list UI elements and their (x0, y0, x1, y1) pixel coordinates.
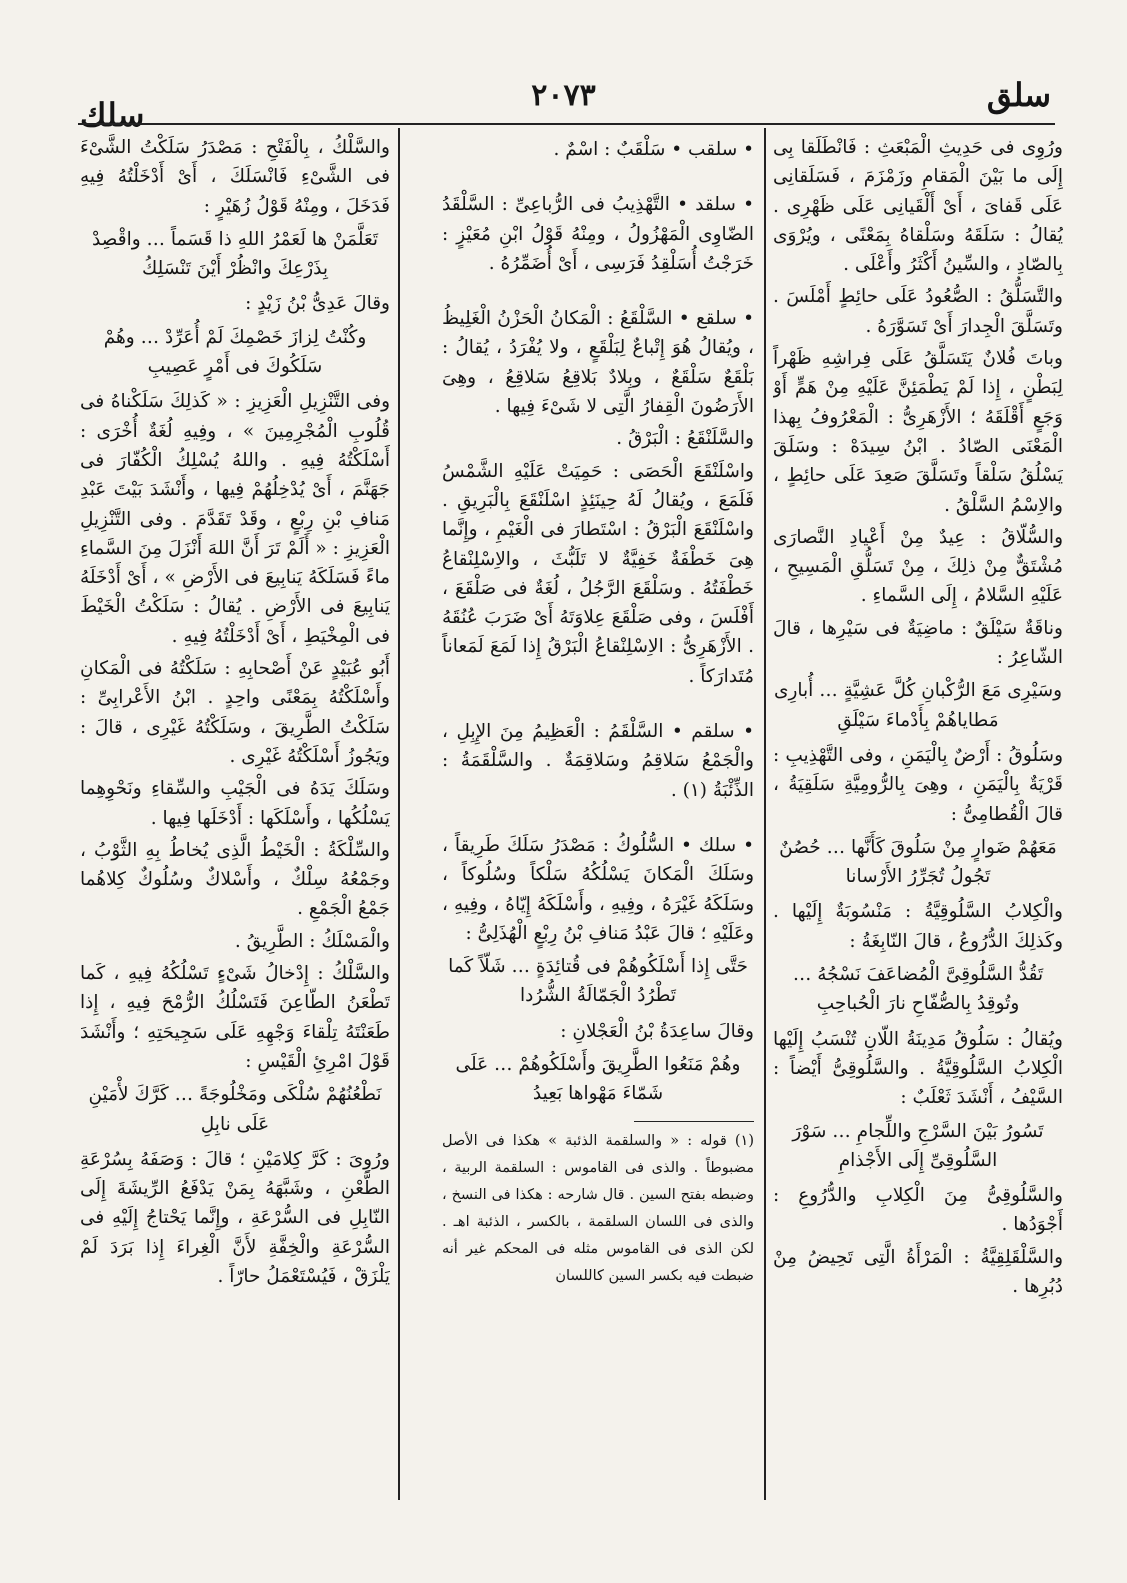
running-head-left: سلك (80, 96, 145, 134)
paragraph: والسَّلْكُ : إِدْخالُ شَىْءٍ تَسْلُكُهُ فِيهِ ، كَما تَطْعَنُ الطّاعِنَ فَتَسْلُكُ الرُّمْحَ فِيهِ ، إِذا طَعَنْتَهُ تِلْقاءَ وَجْهِهِ عَلَى سَجِيحَتِهِ ؛ وأَنْشَدَ قَوْلَ امْرِئِ الْقَيْسِ : (80, 963, 390, 1072)
header-rule (78, 123, 1055, 125)
paragraph: والسَّلَنْقَعُ : الْبَرْقُ . (616, 428, 754, 450)
entry-salqa: • سلقع • السَّلْقَعُ : الْمَكانُ الْحَزْنُ الْغَلِيظُ ، ويُقالُ هُوَ إِتْباعٌ لِبَلْقَعٍ ، ولا يُفْرَدُ ، يُقالُ : بَلْقَعٌ سَلْقَعٌ ، وبِلادٌ بَلاقِعُ سَلاقِعُ ، وهِىَ الأَرَضُونَ الْقِفارُ الَّتِى لا شَىْءَ فِيها . (442, 308, 754, 418)
paragraph: والسَّلُوقِىُّ مِنَ الْكِلابِ والدُّرُوعِ : أَجْوَدُها . (773, 1185, 1063, 1236)
paragraph: وسَلَكَ يَدَهُ فى الْجَيْبِ والسِّقاءِ ونَحْوِهِما يَسْلُكُها ، وأَسْلَكَها : أَدْخَلَها فِيها . (80, 778, 390, 829)
paragraph: وناقَةٌ سَيْلَقٌ : ماضِيَةٌ فى سَيْرِها ، قالَ الشّاعِرُ : (773, 617, 1063, 669)
column-divider-right (764, 128, 766, 1500)
column-right (773, 133, 1063, 1503)
verse: وسَيْرِى مَعَ الرُّكْبانِ كُلَّ عَشِيَّةٍ … أُبارِى مَطاياهُمْ بِأَدْماءَ سَيْلَقِ (773, 680, 1063, 731)
paragraph: وقالَ عَدِىُّ بْنُ زَيْدٍ : (245, 293, 390, 315)
paragraph: ويُقالُ : سَلُوقُ مَدِينَةُ اللّانِ تُنْسَبُ إِلَيْها الْكِلابُ السَّلُوقِيَّةُ . والسَّلُوقِىُّ أَيْضاً : السَّيْفُ ، أَنْشَدَ ثَعْلَبٌ : (773, 1028, 1063, 1109)
verse: وكُنْتُ لِزازَ خَصْمِكَ لَمْ أُعَرِّدْ … وهُمْ سَلَكُوكَ فى أَمْرٍ عَصِيبِ (103, 326, 367, 378)
paragraph: والسَّلْكُ ، بِالْفَتْحِ : مَصْدَرُ سَلَكْتُ الشَّىْءَ فى الشَّىْءِ فَانْسَلَكَ ، أَىْ أَدْخَلْتُهُ فِيهِ فَدَخَلَ ، ومِنْهُ قَوْلُ زُهَيْرٍ : (80, 137, 390, 217)
paragraph: والسَّلْقَلِقِيَّةُ : الْمَرْأَةُ الَّتِى تَحِيضُ مِنْ دُبُرِها . (773, 1246, 1063, 1297)
paragraph: والْمَسْلَكُ : الطَّرِيقُ . (234, 930, 390, 952)
entry-salqam: • سلقم • السَّلْقَمُ : الْعَظِيمُ مِنَ الإِبِلِ ، والْجَمْعُ سَلاقِمُ وسَلاقِمَةٌ . والسَّلْقَمَةُ : الذِّئْبَةُ (١) . (442, 721, 754, 801)
column-middle (442, 133, 754, 1483)
paragraph: واسْلَنْقَعَ الْحَصَى : حَمِيَتْ عَلَيْهِ الشَّمْسُ فَلَمَعَ ، ويُقالُ لَهُ حِينَئِذٍ اسْلَنْقَعَ بِالْبَرِيقِ . واسْلَنْقَعَ الْبَرْقُ : اسْتَطارَ فى الْغَيْمِ ، وإِنَّما هِىَ خَطْفَةٌ خَفِيَّةٌ لا تَلَبُّثَ ، والاِسْلِنْقاعُ خَطْفَتُهُ . وسَلْقَعَ الرَّجُلُ ، لُغَةٌ فى صَلْقَعَ ، أَفْلَسَ ، وفى صَلْقَعَ عِلاوَتَهُ أَىْ ضَرَبَ عُنُقَهُ . الأَزْهَرِىُّ : الاِسْلِنْقاعُ الْبَرْقُ إِذا لَمَعَ لَمَعاناً مُتَدارَكاً . (442, 460, 754, 687)
paragraph: وفى التَّنْزِيلِ الْعَزِيزِ : « كَذلِكَ سَلَكْناهُ فى قُلُوبِ الْمُجْرِمِينَ » ، وفِيهِ لُغَةٌ أُخْرَى : أَسْلَكْتُهُ فِيهِ . واللهُ يُسْلِكُ الْكُفّارَ فى جَهَنَّمَ ، أَىْ يُدْخِلُهُمْ فِيها ، وأَنْشَدَ بَيْتَ عَبْدِ مَنافِ بْنِ رِبْعٍ ، وقَدْ تَقَدَّمَ . وفى التَّنْزِيلِ الْعَزِيزِ : « أَلَمْ تَرَ أَنَّ اللهَ أَنْزَلَ مِنَ السَّماءِ ماءً فَسَلَكَهُ يَنابِيعَ فى الأَرْضِ » ، أَىْ أَدْخَلَهُ يَنابِيعَ فى الأَرْضِ . يُقالُ : سَلَكْتُ الْخَيْطَ فى الْمِخْيَطِ ، أَىْ أَدْخَلْتُهُ فِيهِ . (80, 391, 390, 647)
footnote: (١) قوله : « والسلقمة الذئبة » هكذا فى الأصل مضبوطاً . والذى فى القاموس : السلقمة الربية ، وضبطه بفتح السين . قال شارحه : هكذا فى النسخ ، والذى فى اللسان السلقمة ، بالكسر ، الذئبة اهـ . لكن الذى فى القاموس مثله فى المحكم غير أنه ضبطت فيه بكسر السين كاللسان (442, 1132, 754, 1284)
paragraph: والتَّسَلُّقُ : الصُّعُودُ عَلَى حائِطٍ أَمْلَسَ . وتَسَلَّقَ الْجِدارَ أَىْ تَسَوَّرَهُ . (773, 286, 1063, 337)
entry-salqad: • سلقد • التَّهْذِيبُ فى الرُّباعِىِّ : السَّلْقَدُ الضّاوِى الْمَهْزُولُ ، ومِنْهُ قَوْلُ ابْنِ مُعَيْزٍ : خَرَجْتُ أُسَلْقِدُ فَرَسِى ، أَىْ أُضَمِّرُهُ . (442, 194, 754, 274)
verse: تَسُورُ بَيْنَ السَّرْجِ واللِّجامِ … سَوْرَ السَّلُوقِىِّ إِلَى الأَجْذامِ (792, 1120, 1044, 1171)
verse: تَعَلَّمَنْ ها لَعَمْرُ اللهِ ذا قَسَماً … واقْصِدْ بِذَرْعِكَ وانْظُرْ أَيْنَ تَنْسَلِكُ (91, 228, 379, 280)
paragraph: ورُوِى فى حَدِيثِ الْمَبْعَثِ : فَانْطَلَقا بِى إِلَى ما بَيْنَ الْمَقامِ وزَمْزَمَ ، فَسَلَقانِى عَلَى قَفاىَ ، أَىْ أَلْقَيانِى عَلَى ظَهْرِى . يُقالُ : سَلَقَهُ وسَلْقاهُ بِمَعْنًى ، ويُرْوَى بِالصّادِ ، والسِّينُ أَكْثَرُ وأَعْلَى . (773, 137, 1063, 276)
page-header (70, 70, 1057, 134)
entry-salak: • سلك • السُّلُوكُ : مَصْدَرُ سَلَكَ طَرِيقاً ، وسَلَكَ الْمَكانَ يَسْلُكُهُ سَلْكاً وسُلُوكاً ، وسَلَكَهُ غَيْرَهُ ، وفِيهِ ، وأَسْلَكَهُ إِيّاهُ ، وفِيهِ ، وعَلَيْهِ ؛ قالَ عَبْدُ مَنافِ بْنُ رِبْعٍ الْهُذَلِىُّ : (442, 834, 754, 944)
paragraph: والْكِلابُ السَّلُوقِيَّةُ : مَنْسُوبَةٌ إِلَيْها . وكَذلِكَ الدُّرُوعُ ، قالَ النّابِغَةُ : (773, 901, 1063, 952)
column-left (80, 133, 390, 1503)
verse: نَطْعُنُهُمْ سُلْكَى ومَخْلُوجَةً … كَرَّكَ لأْمَيْنِ عَلَى نابِلِ (88, 1084, 382, 1135)
verse: مَعَهُمْ ضَوارٍ مِنْ سَلُوقَ كَأَنَّها … حُصُنٌ تَجُولُ تُجَرِّرُ الأَرْسانا (779, 836, 1057, 888)
paragraph: والسِّلْكَةُ : الْخَيْطُ الَّذِى يُخاطُ بِهِ الثَّوْبُ ، وجَمْعُهُ سِلْكٌ ، وأَسْلاكٌ وسُلُوكٌ كِلاهُما جَمْعُ الْجَمْعِ . (80, 839, 390, 920)
paragraph: وقالَ ساعِدَةُ بْنُ الْعَجْلانِ : (560, 1020, 754, 1042)
verse: وهُمْ مَنَعُوا الطَّرِيقَ وأَسْلَكُوهُمْ … عَلَى شَمّاءَ مَهْواها بَعِيدُ (455, 1054, 741, 1105)
paragraph: وباتَ فُلانٌ يَتَسَلَّقُ عَلَى فِراشِهِ ظَهْراً لِبَطْنٍ ، إِذا لَمْ يَطْمَئِنَّ عَلَيْهِ مِنْ هَمٍّ أَوْ وَجَعٍ أَقْلَقَهُ ؛ الأَزْهَرِىُّ : الْمَعْرُوفُ بِهذا الْمَعْنَى الصّادُ . ابْنُ سِيدَهْ : وسَلَقَ يَسْلُقُ سَلْقاً وتَسَلَّقَ صَعِدَ عَلَى حائِطٍ ، والاِسْمُ السَّلْقُ . (773, 348, 1063, 516)
paragraph: أَبُو عُبَيْدٍ عَنْ أَصْحابِهِ : سَلَكْتُهُ فى الْمَكانِ وأَسْلَكْتُهُ بِمَعْنًى واحِدٍ . ابْنُ الأَعْرابِىِّ : سَلَكْتُ الطَّرِيقَ ، وسَلَكْتُهُ غَيْرِى ، قالَ : ويَجُوزُ أَسْلَكْتُهُ غَيْرِى . (80, 658, 390, 767)
running-head-right: سلق (986, 76, 1051, 114)
footnote-rule (634, 1121, 754, 1122)
column-divider-left (398, 128, 400, 1500)
entry-salqab: • سلقب • سَلْقَبٌ : اسْمٌ . (553, 139, 754, 160)
paragraph: والسُّلّاقُ : عِيدٌ مِنْ أَعْيادِ النَّصارَى مُشْتَقٌّ مِنْ ذلِكَ ، مِنْ تَسَلُّقِ الْمَسِيحِ ، عَلَيْهِ السَّلامُ ، إِلَى السَّماءِ . (773, 526, 1063, 607)
paragraph: ورُوِىَ : كَرَّ كِلامَيْنِ ؛ قالَ : وَصَفَهُ بِسُرْعَةِ الطَّعْنِ ، وشَبَّهَهُ بِمَنْ يَدْفَعُ الرِّيشَةَ إِلَى النّابِلِ فى السُّرْعَةِ ، وإِنَّما يَحْتاجُ إِلَيْهِ فى السُّرْعَةِ والْخِفَّةِ لأَنَّ الْغِراءَ إِذا بَرَدَ لَمْ يَلْزَقْ ، فَيُسْتَعْمَلُ حارّاً . (80, 1148, 390, 1287)
verse: حَتَّى إِذا أَسْلَكُوهُمْ فى قُتائِدَةٍ … شَلّاً كَما تَطْرُدُ الْجَمّالَةُ الشُّرُدا (448, 956, 748, 1007)
paragraph: وسَلُوقُ : أَرْضٌ بِالْيَمَنِ ، وفى التَّهْذِيبِ : قَرْيَةٌ بِالْيَمَنِ ، وهِىَ بِالرُّومِيَّةِ سَلَقِيَةُ ، قالَ الْقُطامِىُّ : (773, 744, 1063, 825)
page-number: ٢٠٧٣ (531, 78, 596, 113)
verse: تَقُدُّ السَّلُوقِىَّ الْمُضاعَفَ نَسْجُهُ … وتُوقِدُ بِالصُّفّاحِ نارَ الْحُباحِبِ (792, 964, 1044, 1015)
